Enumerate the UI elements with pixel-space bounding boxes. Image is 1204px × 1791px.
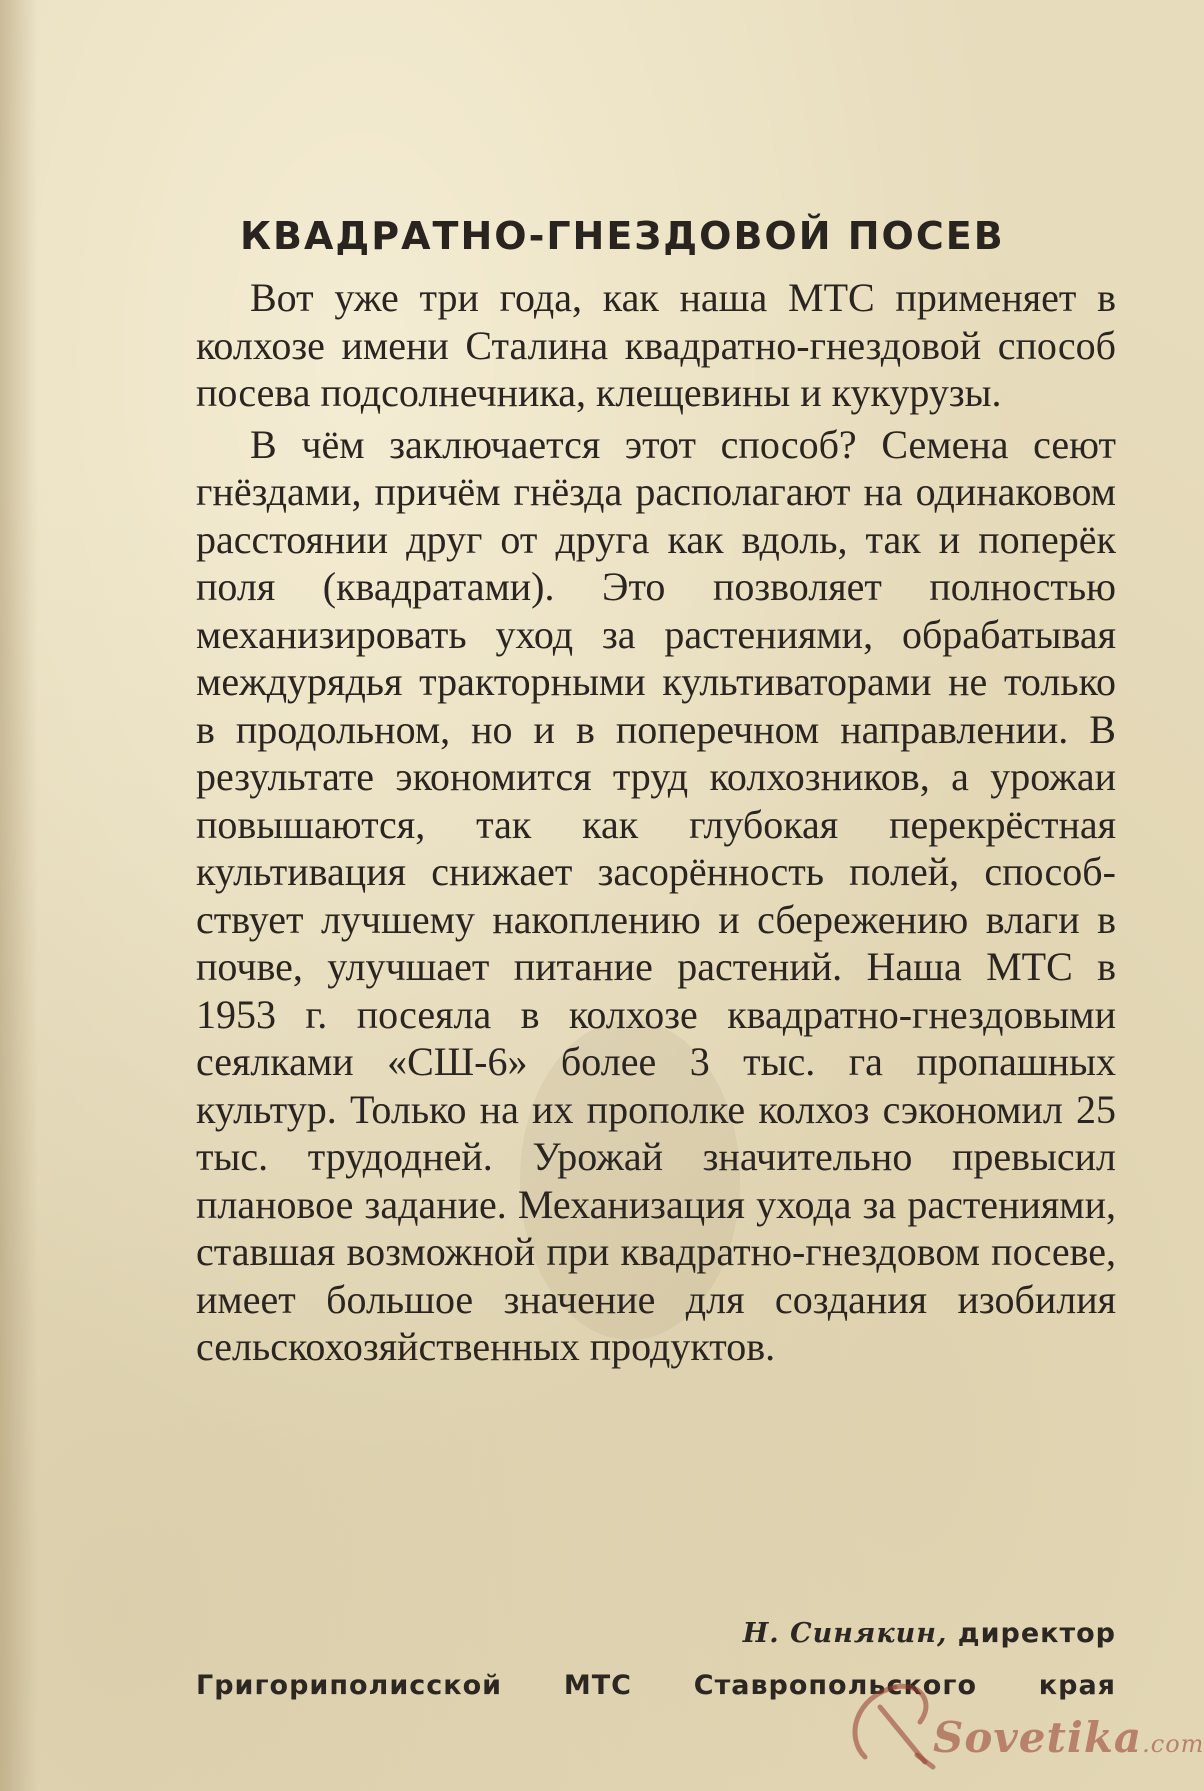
watermark-brand: Sovetika <box>933 1713 1143 1762</box>
article-title: КВАДРАТНО-ГНЕЗДОВОЙ ПОСЕВ <box>240 214 1005 258</box>
watermark-suffix: .com <box>1142 1730 1204 1758</box>
signature-line-1 <box>196 1608 1116 1660</box>
page-edge-shadow <box>0 0 38 1791</box>
article <box>196 210 1116 1371</box>
author-name: Н. Синякин, <box>742 1618 948 1649</box>
sovetika-watermark <box>825 1667 1204 1777</box>
watermark-text <box>933 1713 1204 1762</box>
article-paragraph-2: В чём заключается этот способ? Семена сеют гнёздами, причём гнёзда располагают на одинаковом расстоянии друг от друга как вдоль, так и поперёк поля (квадратами). Это позволяет полностью механизировать уход за растениями, обрабатывая междурядья тракторными культиваторами не только в продольном, но и в поперечном направлении. В результате экономится труд колхозников, а урожаи повышаются, так как глубокая перекрёстная культивация снижает засорённость полей, способствует лучшему накоплению и сбережению влаги в почве, улучшает питание растений. Наша МТС в 1953 г. посеяла в колхозе квадратно-гнездовыми сеялками «СШ-6» более 3 тыс. га пропашных культур. Только на их прополке колхоз сэкономил 25 тыс. трудодней. Урожай значительно превысил плановое задание. Механизация ухода за растениями, ставшая возможной при квадратно-гнездовом посеве, имеет большое значение для создания изобилия сельскохозяйственных продуктов. <box>196 421 1116 1369</box>
author-position: директор <box>957 1618 1116 1649</box>
author-organization: Григориполисской МТС Ставропольского края <box>196 1670 1116 1701</box>
article-paragraph-1: Вот уже три года, как наша МТС применяет в колхозе имени Сталина квадратно-гнездовой способ посева подсолнечника, клещевины и кукурузы. <box>196 275 1116 415</box>
